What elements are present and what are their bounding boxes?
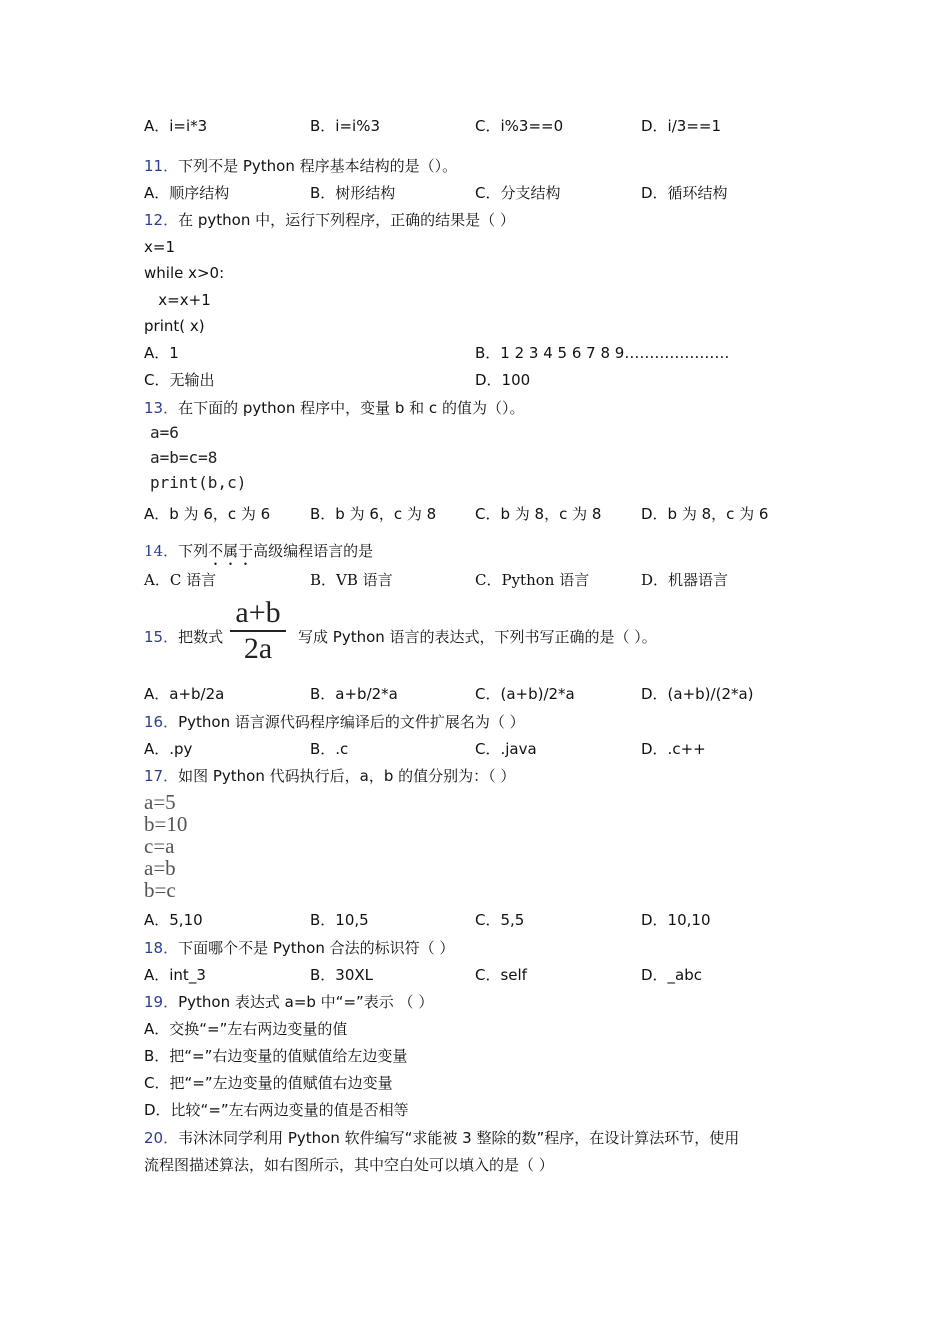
q12-code-line: x=x+1	[144, 291, 211, 309]
q12-option-b: B．1 2 3 4 5 6 7 8 9…………………	[475, 344, 730, 362]
q15-text-pre: 把数式	[178, 628, 224, 646]
q13-question	[144, 398, 524, 418]
q14-option-d: D．机器语言	[641, 571, 729, 589]
q15-option-c: C．(a+b)/2*a	[475, 685, 575, 703]
q19-question	[144, 992, 433, 1012]
q18-question	[144, 938, 454, 958]
q15-number: 15．	[144, 628, 179, 646]
q19-option-c: C．把“=”左边变量的值赋值右边变量	[144, 1074, 393, 1092]
q10-option-b: B．i=i%3	[310, 117, 380, 135]
q20-question	[144, 1128, 739, 1148]
q15-option-a: A．a+b/2a	[144, 685, 225, 703]
q11-question	[144, 156, 457, 176]
q14-text-pre: 下列	[178, 542, 209, 560]
q15-fraction	[228, 597, 288, 665]
q13-code-line: a=b=c=8	[150, 448, 218, 467]
q17-text: 如图 Python 代码执行后，a，b 的值分别为：（ ）	[178, 767, 516, 785]
q15-fraction-numerator: a+b	[235, 596, 281, 629]
q17-option-a: A．5,10	[144, 911, 203, 929]
q17-code-line: c=a	[144, 834, 175, 858]
q10-option-d: D．i/3==1	[641, 117, 721, 135]
q12-option-d: D．100	[475, 371, 531, 389]
q12-text: 在 python 中，运行下列程序，正确的结果是（ ）	[178, 211, 515, 229]
q10-option-a: A．i=i*3	[144, 117, 208, 135]
q20-text-line2: 流程图描述算法，如右图所示，其中空白处可以填入的是（ ）	[144, 1156, 554, 1174]
q13-option-b: B．b 为 6，c 为 8	[310, 505, 437, 523]
q13-option-d: D．b 为 8，c 为 6	[641, 505, 769, 523]
q15-option-b: B．a+b/2*a	[310, 685, 398, 703]
q17-code-line: b=10	[144, 812, 188, 836]
q17-option-b: B．10,5	[310, 911, 369, 929]
q19-text: Python 表达式 a=b 中“=”表示 （ ）	[178, 993, 434, 1011]
q18-text: 下面哪个不是 Python 合法的标识符（ ）	[178, 939, 455, 957]
q14-text-emphasis: 不属于	[208, 542, 254, 560]
q13-option-c: C．b 为 8，c 为 8	[475, 505, 602, 523]
q20-number: 20．	[144, 1129, 179, 1147]
q19-option-b: B．把“=”右边变量的值赋值给左边变量	[144, 1047, 408, 1065]
q15-question-start	[144, 627, 223, 647]
q13-text: 在下面的 python 程序中，变量 b 和 c 的值为（）。	[178, 399, 525, 417]
q18-number: 18．	[144, 939, 179, 957]
q15-text-post: 写成 Python 语言的表达式，下列书写正确的是（ ）。	[298, 628, 657, 646]
q11-option-a: A．顺序结构	[144, 184, 230, 202]
q12-question	[144, 210, 515, 230]
q18-option-a: A．int_3	[144, 966, 206, 984]
q11-option-c: C．分支结构	[475, 184, 561, 202]
q16-option-d: D．.c++	[641, 740, 706, 758]
q18-option-d: D．_abc	[641, 966, 703, 984]
q14-number: 14．	[144, 542, 179, 560]
q11-option-b: B．树形结构	[310, 184, 396, 202]
q16-option-c: C．.java	[475, 740, 537, 758]
q14-option-a: A．C 语言	[144, 571, 217, 589]
q14-question	[144, 541, 373, 569]
q16-option-a: A．.py	[144, 740, 193, 758]
q17-number: 17．	[144, 767, 179, 785]
q19-number: 19．	[144, 993, 179, 1011]
q12-code-line: while x>0:	[144, 264, 225, 282]
q20-text-line1: 韦沐沐同学利用 Python 软件编写“求能被 3 整除的数”程序，在设计算法环节，使用	[178, 1129, 740, 1147]
q17-question	[144, 766, 515, 786]
q13-option-a: A．b 为 6，c 为 6	[144, 505, 271, 523]
q13-code-line: a=6	[150, 423, 179, 442]
q12-option-a: A．1	[144, 344, 179, 362]
q17-code-line: b=c	[144, 878, 176, 902]
q16-question	[144, 712, 525, 732]
q16-text: Python 语言源代码程序编译后的文件扩展名为（ ）	[178, 713, 525, 731]
q17-code-line: a=b	[144, 856, 176, 880]
q11-number: 11．	[144, 157, 179, 175]
q18-option-c: C．self	[475, 966, 527, 984]
q18-option-b: B．30XL	[310, 966, 374, 984]
q19-option-a: A．交换“=”左右两边变量的值	[144, 1020, 348, 1038]
q12-code-line: print( x)	[144, 317, 205, 335]
q11-option-d: D．循环结构	[641, 184, 728, 202]
q13-code-line: print(b,c)	[150, 473, 247, 492]
q14-text-post: 高级编程语言的是	[253, 542, 374, 560]
q12-code-line: x=1	[144, 238, 175, 256]
q15-option-d: D．(a+b)/(2*a)	[641, 685, 754, 703]
q17-option-c: C．5,5	[475, 911, 525, 929]
q17-option-d: D．10,10	[641, 911, 711, 929]
q14-option-b: B．VB 语言	[310, 571, 393, 589]
q12-number: 12．	[144, 211, 179, 229]
q15-fraction-denominator: 2a	[243, 632, 273, 665]
q11-text: 下列不是 Python 程序基本结构的是（）。	[178, 157, 458, 175]
q19-option-d: D．比较“=”左右两边变量的值是否相等	[144, 1101, 409, 1119]
q17-code-line: a=5	[144, 790, 176, 814]
q16-number: 16．	[144, 713, 179, 731]
q10-option-c: C．i%3==0	[475, 117, 564, 135]
q16-option-b: B．.c	[310, 740, 349, 758]
q12-option-c: C．无输出	[144, 371, 215, 389]
q13-number: 13．	[144, 399, 179, 417]
q14-option-c: C．Python 语言	[475, 571, 590, 589]
